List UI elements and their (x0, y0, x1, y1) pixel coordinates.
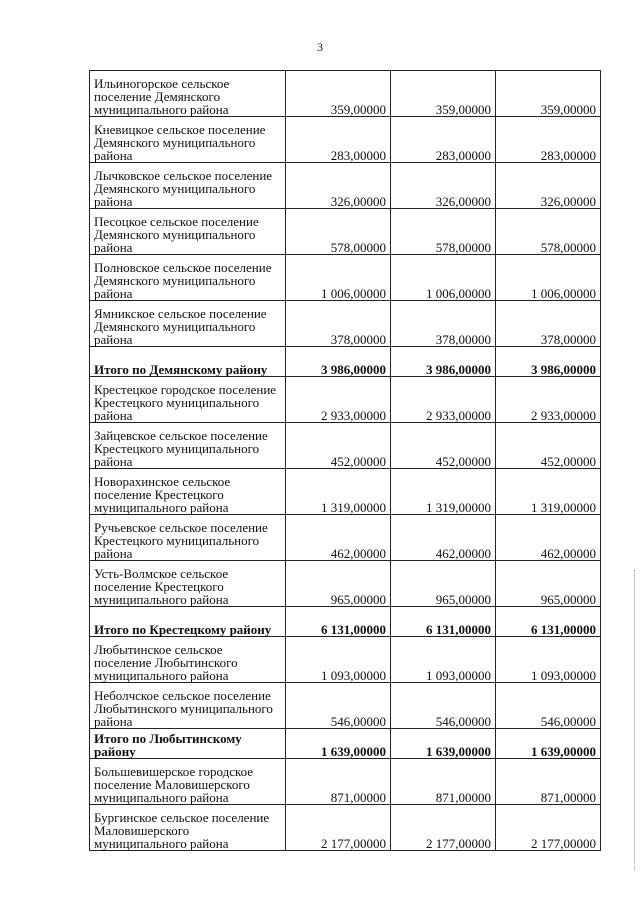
amount-cell-3: 546,00000 (496, 683, 601, 729)
amount-cell-2: 378,00000 (391, 301, 496, 347)
amount-cell-2: 965,00000 (391, 561, 496, 607)
settlement-name: Итого по Крестецкому району (90, 607, 286, 637)
amount-cell-2: 578,00000 (391, 209, 496, 255)
amount-cell-3: 326,00000 (496, 163, 601, 209)
amount-cell-3: 462,00000 (496, 515, 601, 561)
page-number: 3 (317, 40, 323, 54)
amount-cell-2: 1 093,00000 (391, 637, 496, 683)
settlement-name: Полновское сельское поселение Демянского муниципального района (90, 255, 286, 301)
total-row (90, 347, 601, 377)
amount-cell-3: 965,00000 (496, 561, 601, 607)
amount-cell-1: 965,00000 (286, 561, 391, 607)
table-row (90, 71, 601, 117)
amount-cell-2: 871,00000 (391, 759, 496, 805)
table-row (90, 301, 601, 347)
amount-cell-3: 2 177,00000 (496, 805, 601, 851)
amount-cell-1: 1 319,00000 (286, 469, 391, 515)
amount-cell-2: 1 639,00000 (391, 729, 496, 759)
settlement-name: Итого по Демянскому району (90, 347, 286, 377)
amount-cell-1: 378,00000 (286, 301, 391, 347)
settlement-name: Большевишерское городское поселение Маловишерского муниципального района (90, 759, 286, 805)
table-row (90, 805, 601, 851)
amount-cell-2: 2 933,00000 (391, 377, 496, 423)
amount-cell-1: 2 177,00000 (286, 805, 391, 851)
amount-cell-2: 3 986,00000 (391, 347, 496, 377)
settlement-name: Любытинское сельское поселение Любытинского муниципального района (90, 637, 286, 683)
settlement-name: Песоцкое сельское поселение Демянского муниципального района (90, 209, 286, 255)
table-row (90, 561, 601, 607)
amount-cell-2: 546,00000 (391, 683, 496, 729)
amount-cell-1: 1 006,00000 (286, 255, 391, 301)
amount-cell-2: 326,00000 (391, 163, 496, 209)
amount-cell-3: 378,00000 (496, 301, 601, 347)
amount-cell-2: 2 177,00000 (391, 805, 496, 851)
amount-cell-1: 871,00000 (286, 759, 391, 805)
amount-cell-3: 359,00000 (496, 71, 601, 117)
total-row (90, 729, 601, 759)
settlement-name: Ручьевское сельское поселение Крестецкого муниципального района (90, 515, 286, 561)
amount-cell-1: 452,00000 (286, 423, 391, 469)
amount-cell-3: 1 006,00000 (496, 255, 601, 301)
amount-cell-2: 1 006,00000 (391, 255, 496, 301)
settlement-name: Усть-Волмское сельское поселение Крестецкого муниципального района (90, 561, 286, 607)
amount-cell-3: 3 986,00000 (496, 347, 601, 377)
settlement-name: Ильиногорское сельское поселение Демянского муниципального района (90, 71, 286, 117)
table-row (90, 209, 601, 255)
amount-cell-1: 462,00000 (286, 515, 391, 561)
table-body (90, 71, 601, 851)
amount-cell-3: 283,00000 (496, 117, 601, 163)
amount-cell-1: 1 093,00000 (286, 637, 391, 683)
scan-edge-mark (634, 570, 638, 870)
settlement-name: Крестецкое городское поселение Крестецкого муниципального района (90, 377, 286, 423)
amount-cell-1: 3 986,00000 (286, 347, 391, 377)
table-row (90, 683, 601, 729)
amount-cell-3: 1 639,00000 (496, 729, 601, 759)
amount-cell-1: 6 131,00000 (286, 607, 391, 637)
amount-cell-2: 452,00000 (391, 423, 496, 469)
amount-cell-3: 1 319,00000 (496, 469, 601, 515)
amount-cell-2: 462,00000 (391, 515, 496, 561)
settlement-name: Зайцевское сельское поселение Крестецкого муниципального района (90, 423, 286, 469)
amount-cell-2: 6 131,00000 (391, 607, 496, 637)
table-row (90, 117, 601, 163)
amount-cell-1: 578,00000 (286, 209, 391, 255)
table-row (90, 515, 601, 561)
amount-cell-1: 283,00000 (286, 117, 391, 163)
amount-cell-3: 1 093,00000 (496, 637, 601, 683)
settlement-name: Бургинское сельское поселение Маловишерского муниципального района (90, 805, 286, 851)
settlement-name: Неболчское сельское поселение Любытинского муниципального района (90, 683, 286, 729)
amount-cell-3: 2 933,00000 (496, 377, 601, 423)
table-row (90, 637, 601, 683)
table-row (90, 469, 601, 515)
settlement-name: Итого по Любытинскому району (90, 729, 286, 759)
budget-table (89, 70, 601, 851)
table-row (90, 255, 601, 301)
amount-cell-1: 546,00000 (286, 683, 391, 729)
amount-cell-3: 6 131,00000 (496, 607, 601, 637)
table-row (90, 423, 601, 469)
table-row (90, 377, 601, 423)
amount-cell-3: 578,00000 (496, 209, 601, 255)
table-row (90, 759, 601, 805)
amount-cell-3: 452,00000 (496, 423, 601, 469)
total-row (90, 607, 601, 637)
amount-cell-1: 1 639,00000 (286, 729, 391, 759)
amount-cell-1: 2 933,00000 (286, 377, 391, 423)
amount-cell-2: 283,00000 (391, 117, 496, 163)
settlement-name: Новорахинское сельское поселение Крестецкого муниципального района (90, 469, 286, 515)
amount-cell-2: 1 319,00000 (391, 469, 496, 515)
settlement-name: Лычковское сельское поселение Демянского муниципального района (90, 163, 286, 209)
settlement-name: Ямникское сельское поселение Демянского муниципального района (90, 301, 286, 347)
amount-cell-1: 326,00000 (286, 163, 391, 209)
amount-cell-2: 359,00000 (391, 71, 496, 117)
amount-cell-3: 871,00000 (496, 759, 601, 805)
amount-cell-1: 359,00000 (286, 71, 391, 117)
table-row (90, 163, 601, 209)
settlement-name: Кневицкое сельское поселение Демянского муниципального района (90, 117, 286, 163)
